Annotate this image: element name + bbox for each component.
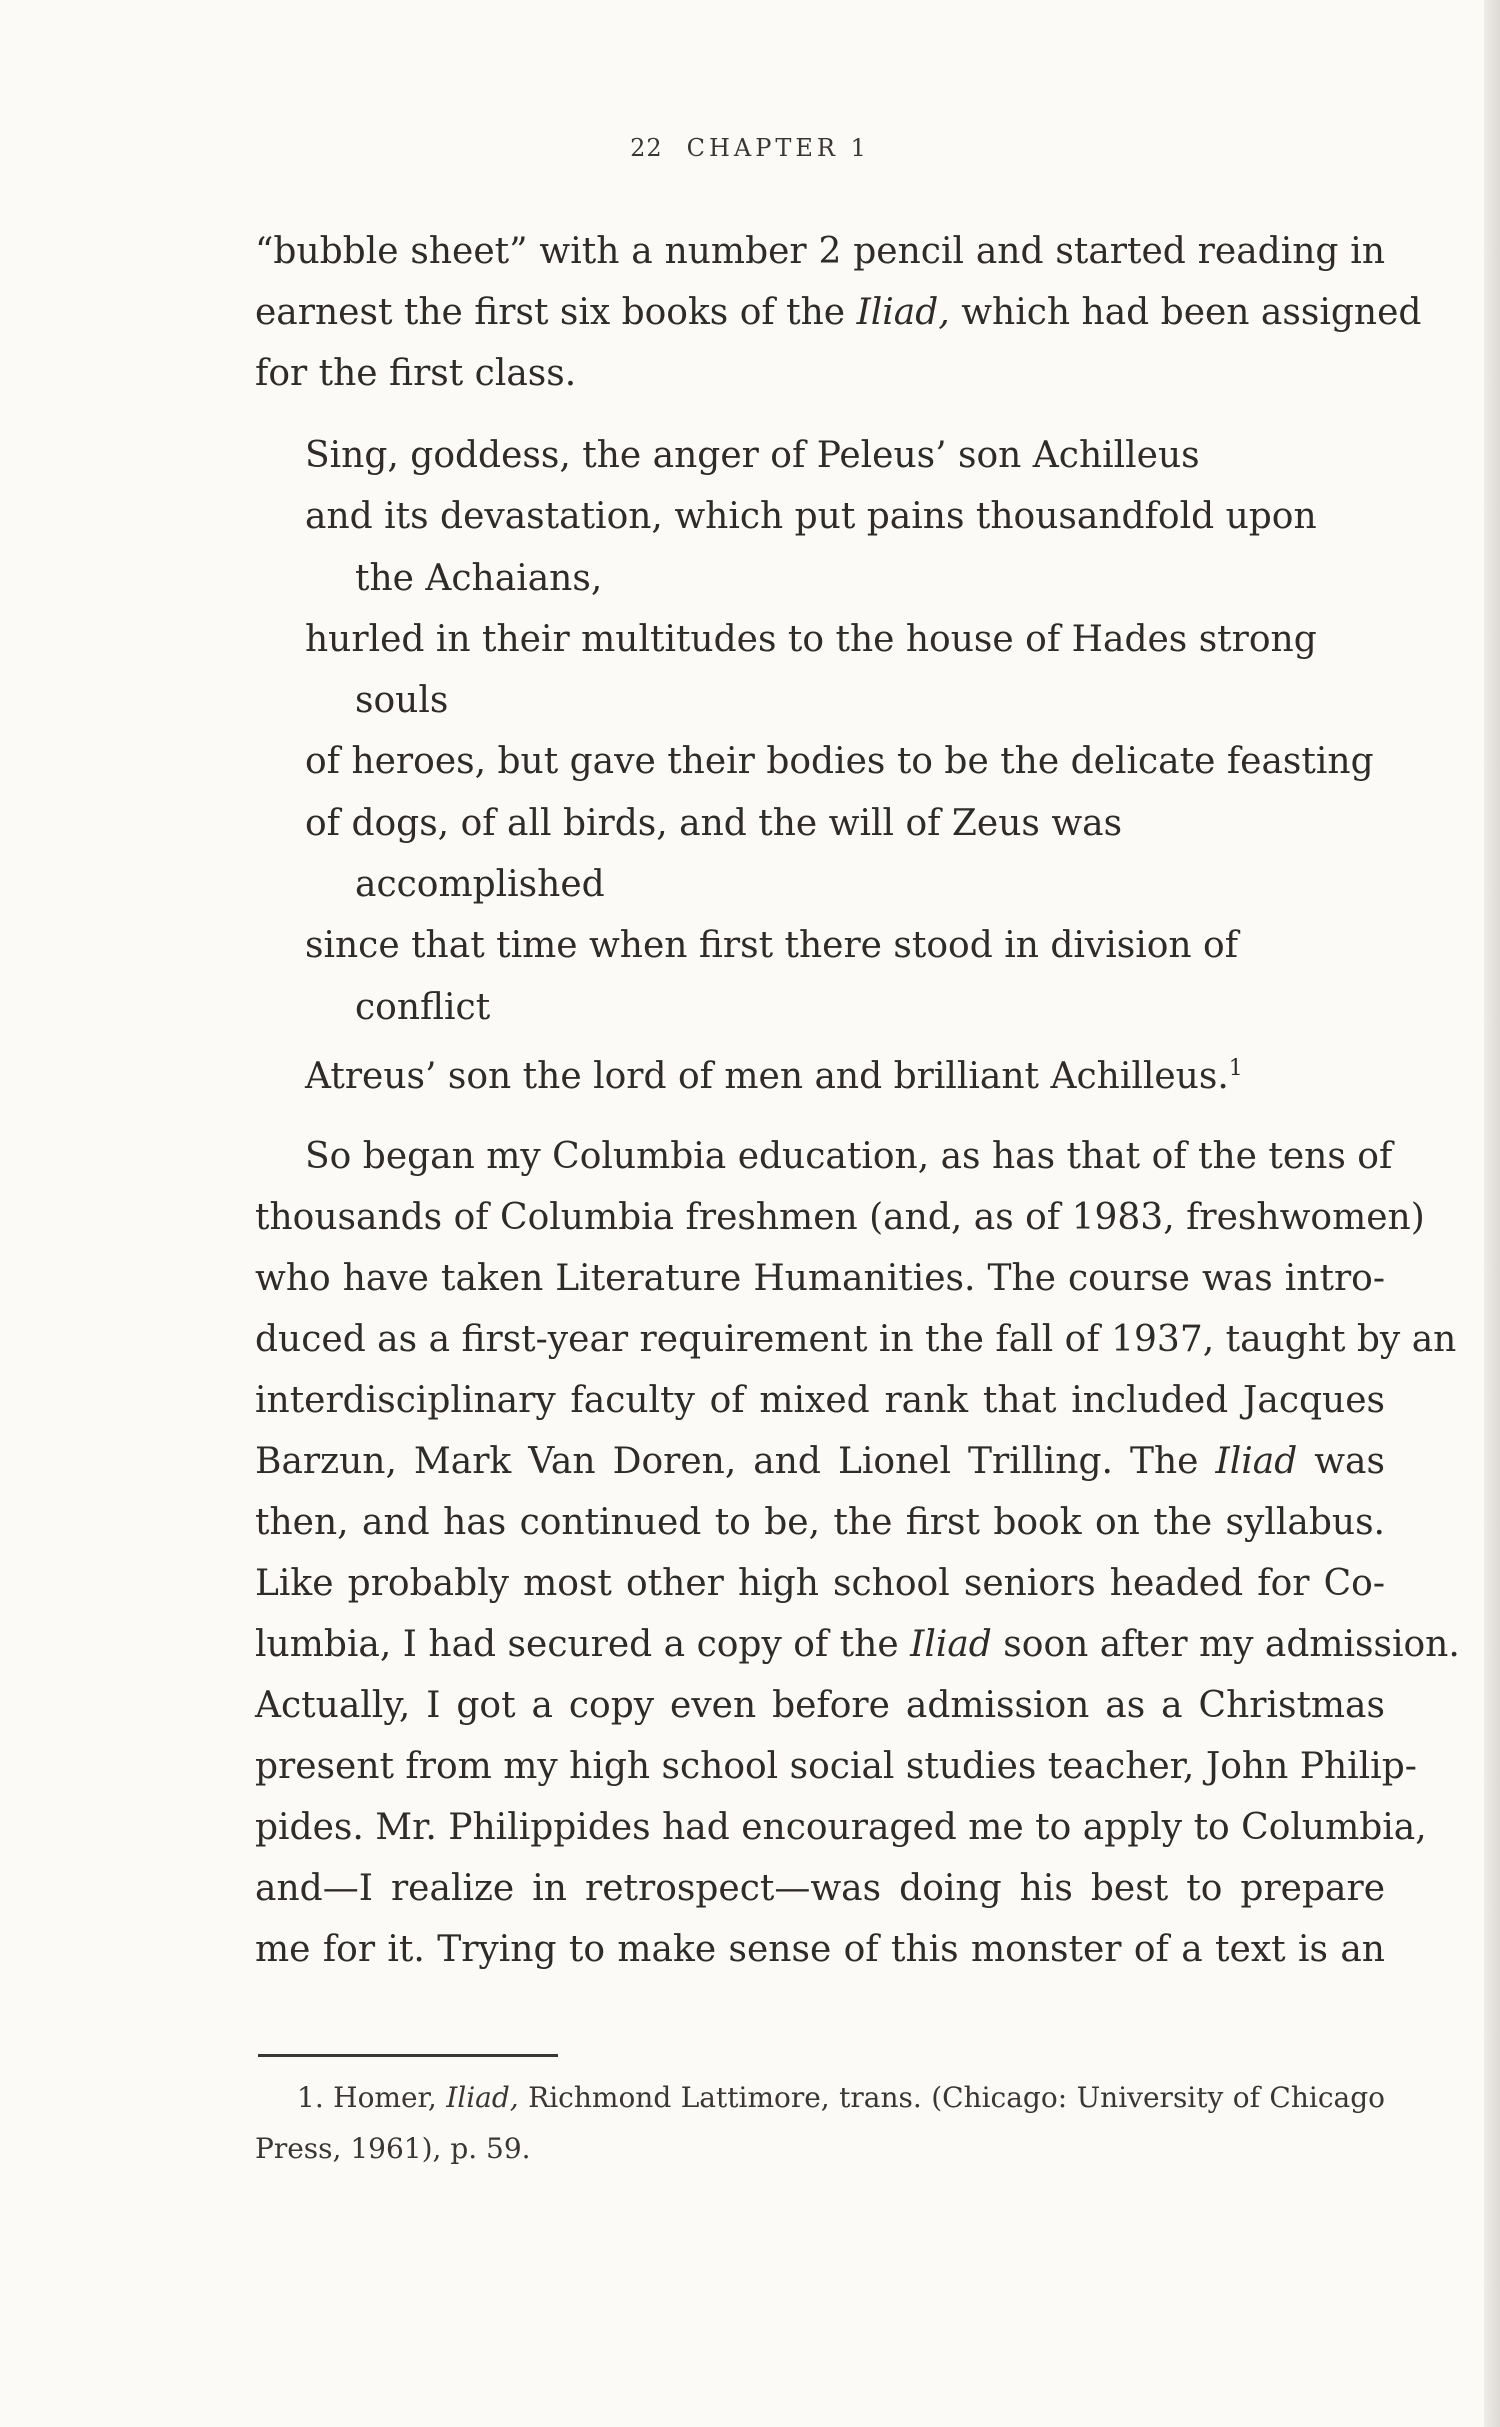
text-line: thousands of Columbia freshmen (and, as of 1983, freshwomen) [255,1197,1425,1238]
footnote [255,2072,1385,2174]
text-line: me for it. Trying to make sense of this monster of a text is an [255,1929,1385,1970]
poem-line: conflict [355,986,491,1028]
poem-line: since that time when first there stood in division of [305,925,1239,967]
poem-line: of dogs, of all birds, and the will of Zeus was [305,802,1123,844]
footnote-divider [258,2054,558,2057]
text-line: for the first class. [255,353,577,394]
poem-line: souls [355,680,449,722]
italic-title: Iliad, [856,292,950,333]
text-line: So began my Columbia education, as has that of the tens of [305,1136,1393,1177]
text-line: earnest the first six books of the Iliad, which had been assigned [255,292,1422,333]
poem-line: the Achaians, [355,557,603,599]
body-paragraph [255,1126,1460,1980]
text-line: and—I realize in retrospect—was doing his best to prepare [255,1868,1385,1909]
text-line: then, and has continued to be, the first book on the syllabus. [255,1502,1385,1543]
poem-extract [305,425,1405,1107]
poem-line: hurled in their multitudes to the house of Hades strong [305,618,1317,660]
poem-line: Sing, goddess, the anger of Peleus’ son Achilleus [305,435,1200,476]
text-line: duced as a first-year requirement in the fall of 1937, taught by an [255,1319,1457,1360]
text-line: lumbia, I had secured a copy of the Iliad soon after my admission. [255,1624,1460,1665]
footnote-line: 1. Homer, Iliad, Richmond Lattimore, trans. (Chicago: University of Chicago [297,2081,1386,2114]
footnote-reference: 1 [1228,1055,1243,1081]
running-head [0,134,1500,162]
page-edge-shadow [1484,0,1500,2427]
text-line: who have taken Literature Humanities. The course was intro- [255,1258,1385,1299]
poem-line: Atreus’ son the lord of men and brilliant Achilleus.$^1$ [305,1055,1243,1097]
chapter-label: CHAPTER 1 [686,134,870,162]
text-line: Actually, I got a copy even before admission as a Christmas [255,1685,1385,1726]
text-line: pides. Mr. Philippides had encouraged me to apply to Columbia, [255,1807,1427,1848]
italic-title: Iliad, [446,2081,519,2114]
text-line: Barzun, Mark Van Doren, and Lionel Trilling. The Iliad was [255,1441,1385,1482]
poem-line: of heroes, but gave their bodies to be the delicate feasting [305,741,1374,783]
text-line: present from my high school social studies teacher, John Philip- [255,1746,1417,1787]
footnote-line: Press, 1961), p. 59. [255,2132,531,2165]
poem-line: and its devastation, which put pains thousandfold upon [305,496,1317,538]
poem-line: accomplished [355,864,605,906]
text-line: Like probably most other high school seniors headed for Co- [255,1563,1385,1604]
text-line: interdisciplinary faculty of mixed rank that included Jacques [255,1380,1385,1421]
opening-paragraph [255,221,1422,404]
page-number: 22 [630,134,663,162]
italic-title: Iliad [910,1624,992,1665]
italic-title: Iliad [1215,1441,1298,1482]
text-line: “bubble sheet” with a number 2 pencil and started reading in [255,231,1385,272]
